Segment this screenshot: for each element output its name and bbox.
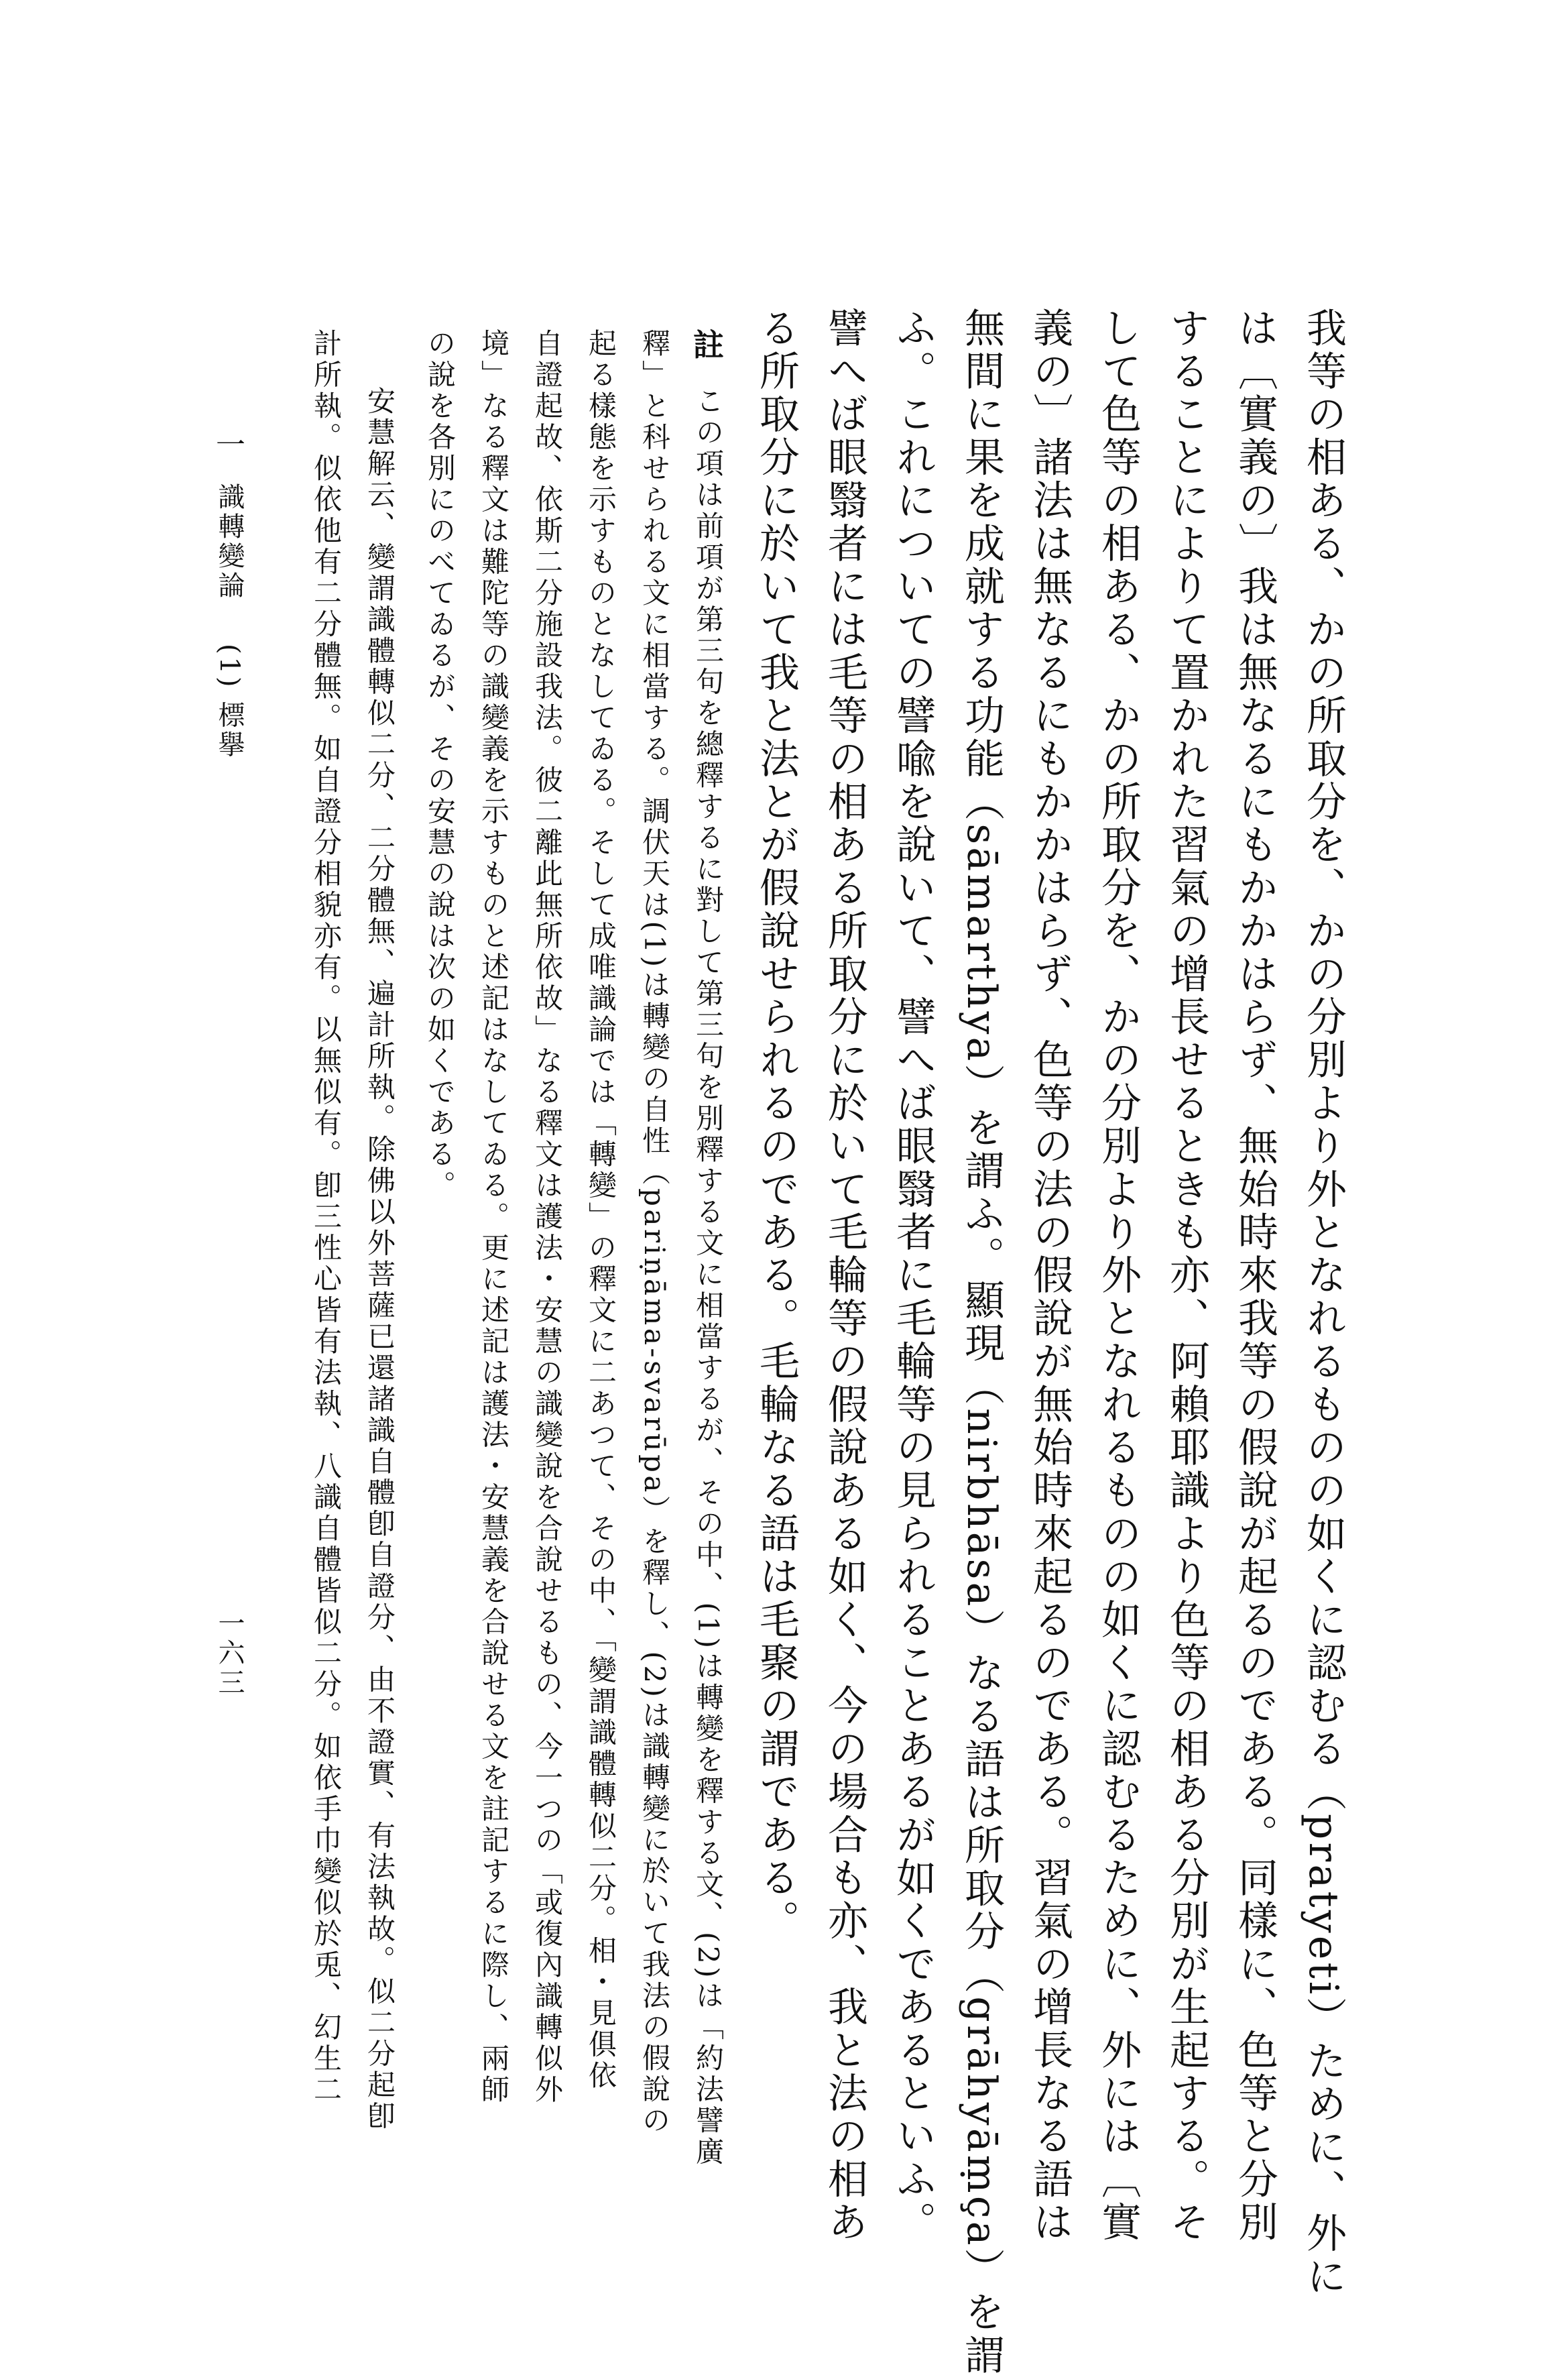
- body-column-4: して色等の相ある、かの所取分を、かの分別より外となれるものの如くに認むるために、外には〔實: [1095, 307, 1142, 2244]
- body-column-6: 無間に果を成就する功能（sāmarthya）を謂ふ。顯現（nirbhāsa）なる語は所取分（grāhyāṃça）を謂: [958, 307, 1005, 2377]
- note-column-3: 起る樣態を示すものとなしてゐる。そして成唯識論では「轉變」の釋文に二あつて、その中、「變謂識體轉似二分。相・見俱依: [585, 329, 617, 2092]
- body-column-9: る所取分に於いて我と法とが假說せられるのである。毛輪なる語は毛聚の謂である。: [753, 307, 800, 1943]
- footer-section-mark: 一: [210, 429, 245, 461]
- note-column-1: この項は前項が第三句を總釋するに對して第三句を別釋する文に相當するが、その中、(1)は轉變を釋する文、(2)は「約法譬廣: [692, 386, 725, 2168]
- body-column-3: することによりて置かれた習氣の增長せるときも亦、阿賴耶識より色等の相ある分別が生起する。そ: [1163, 307, 1210, 2244]
- body-column-7: ふ。これについての譬喩を說いて、譬へば眼翳者に毛輪等の見られることあるが如くであるといふ。: [890, 307, 937, 2244]
- note-label: 註: [688, 329, 725, 359]
- note-column-6: の說を各別にのべてゐるが、その安慧の說は次の如くである。: [424, 329, 457, 1202]
- body-column-8: 譬へば眼翳者には毛等の相ある所取分に於いて毛輪等の假說ある如く、今の場合も亦、我と法の相あ: [821, 307, 868, 2244]
- note-column-8: 計所執。似依他有二分體無。如自證分相貌亦有。以無似有。卽三性心皆有法執、八識自體皆似二分。如依手巾變似於兎、幻生二: [310, 329, 343, 2106]
- body-column-2: は〔實義の〕我は無なるにもかかはらず、無始時來我等の假說が起るのである。同樣に、色等と分別: [1231, 307, 1278, 2244]
- note-column-2: 釋」と科せられる文に相當する。調伏天は(1)は轉變の自性（pariṇāma-svarūpa）を釋し、(2)は識轉變に於いて我法の假說の: [638, 329, 671, 2137]
- body-column-1: 我等の相ある、かの所取分を、かの分別より外となれるものの如くに認むる（pratyeti）ために、外に: [1300, 307, 1347, 2299]
- page-number: 一六三: [214, 1609, 245, 1698]
- body-column-5: 義の〕諸法は無なるにもかかはらず、色等の法の假說が無始時來起るのである。習氣の增長なる語は: [1026, 307, 1073, 2244]
- note-column-4: 自證起故、依斯二分施設我法。彼二離此無所依故」なる釋文は護法・安慧の識變說を合說せるもの、今一つの「或復內識轉似外: [531, 329, 564, 2106]
- footer-title: 識轉變論: [214, 483, 245, 601]
- footer-subsection: (1) 標擧: [214, 644, 245, 760]
- note-column-7: 安慧解云、變謂識體轉似二分、二分體無、遍計所執。除佛以外菩薩已還諸識自體卽自證分、由不證實、有法執故。似二分起卽: [363, 386, 396, 2132]
- note-column-5: 境」なる釋文は難陀等の識變義を示すものと述記はなしてゐる。更に述記は護法・安慧義を合說せる文を註記するに際し、兩師: [477, 329, 510, 2106]
